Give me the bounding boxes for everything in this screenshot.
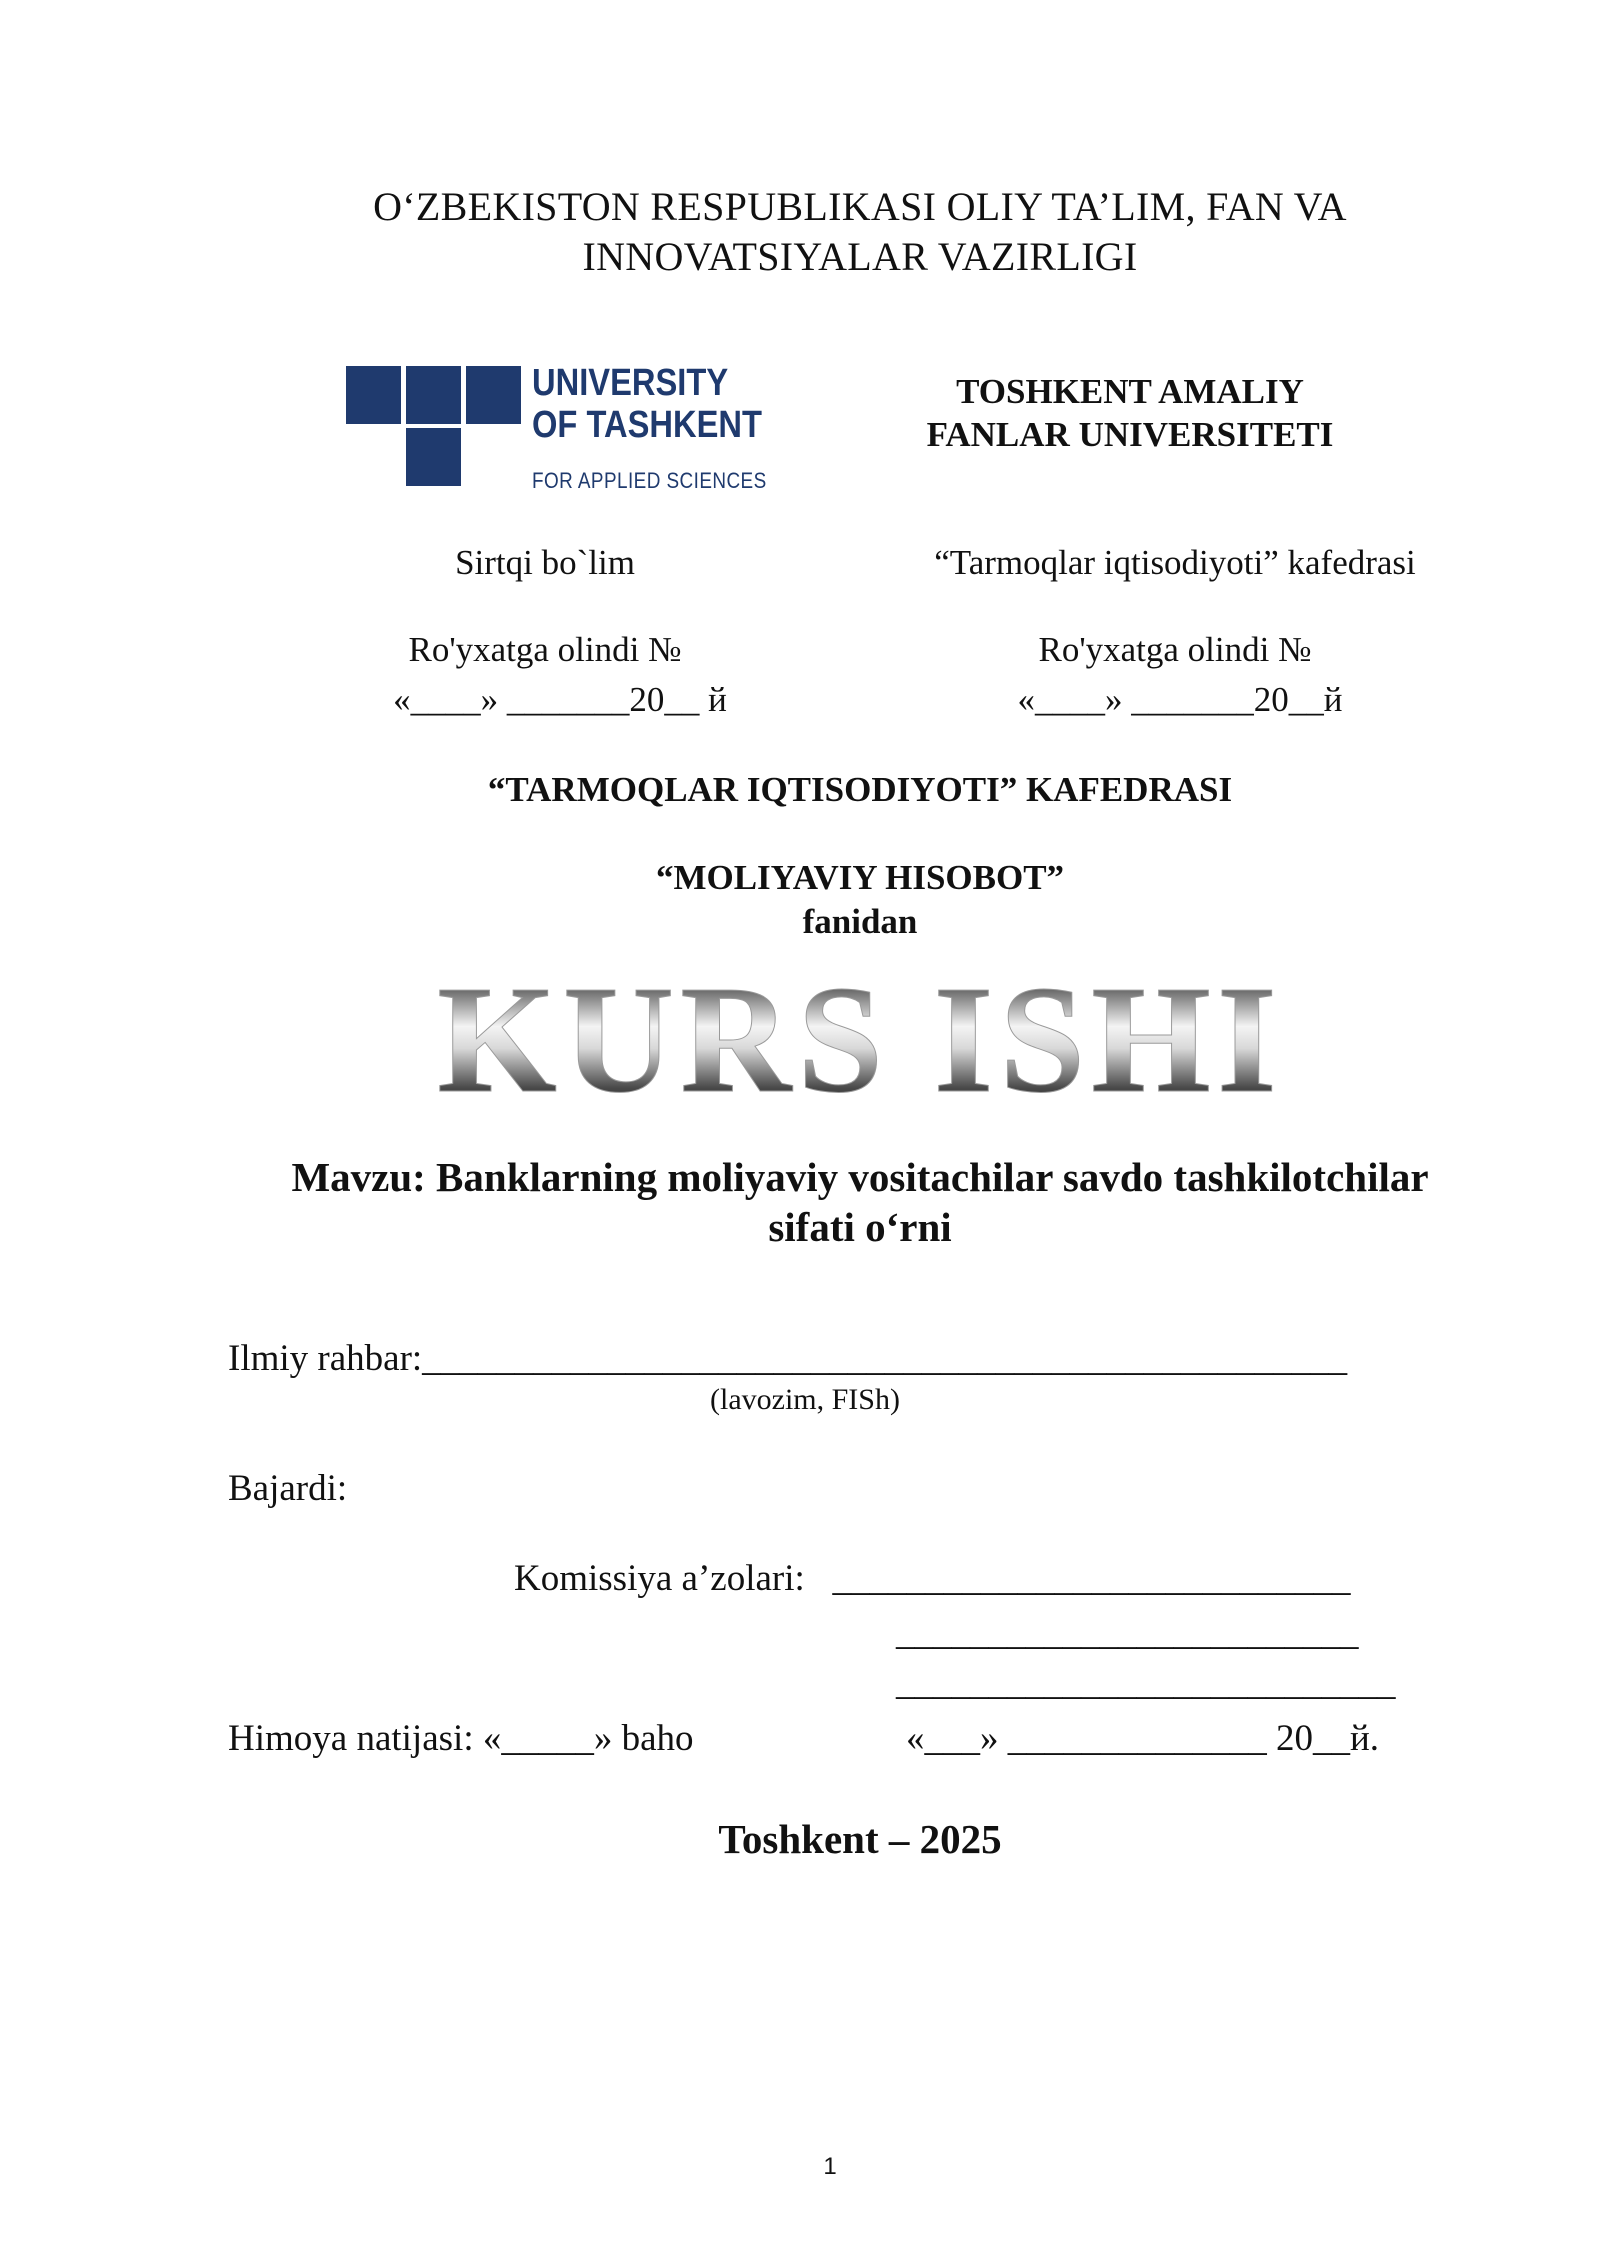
topic-line-2: sifati o‘rni — [768, 1204, 952, 1250]
subject-heading — [200, 856, 1520, 944]
title-wordart — [200, 945, 1520, 1125]
department-left: Sirtqi bo`lim — [455, 543, 635, 582]
commission-line-2: _________________________ — [896, 1612, 1359, 1653]
registration-label-right: Ro'yxatga olindi № — [1038, 630, 1312, 669]
supervisor-field: Ilmiy rahbar:__________________________________________________ — [228, 1338, 1348, 1379]
subject-name: “MOLIYAVIY HISOBOT” — [655, 858, 1065, 897]
title-block — [200, 945, 1520, 1125]
defense-result: Himoya natijasi: «_____» baho — [228, 1718, 694, 1759]
registration-date-left-text: «____» _______20__ й — [393, 680, 727, 719]
ministry-header — [200, 182, 1520, 282]
ministry-line-1: O‘ZBEKISTON RESPUBLIKASI OLIY TA’LIM, FAN VA — [373, 184, 1347, 229]
logo-text-of-tashkent: OF TASHKENT — [532, 404, 762, 446]
logo-square-2 — [406, 366, 461, 424]
city-year: Toshkent – 2025 — [718, 1816, 1002, 1862]
performed-by-label: Bajardi: — [228, 1468, 348, 1509]
commission-field: Komissiya a’zolari: ____________________________ — [514, 1558, 1351, 1599]
topic-line-1: Mavzu: Banklarning moliyaviy vositachilar savdo tashkilotchilar — [291, 1154, 1429, 1200]
registration-label-left: Ro'yxatga olindi № — [408, 630, 682, 669]
logo-square-1 — [346, 366, 401, 424]
university-name-line-1: TOSHKENT AMALIY — [956, 372, 1304, 411]
registration-date-right-text: «____» _______20__й — [1017, 680, 1343, 719]
university-name — [880, 370, 1380, 456]
supervisor-hint: (lavozim, FISh) — [710, 1383, 900, 1416]
page-number: 1 — [823, 2153, 837, 2180]
commission-line-3: ___________________________ — [896, 1662, 1396, 1703]
defense-date: «___» ______________ 20__й. — [906, 1718, 1380, 1759]
logo-square-3 — [466, 366, 521, 424]
logo-square-4 — [406, 428, 461, 486]
subject-suffix: fanidan — [802, 902, 918, 941]
department-right: “Tarmoqlar iqtisodiyoti” kafedrasi — [934, 543, 1416, 582]
registration-date-right — [960, 678, 1400, 722]
logo-text-applied-sciences: FOR APPLIED SCIENCES — [532, 468, 767, 493]
university-logo — [346, 362, 766, 502]
topic — [200, 1152, 1520, 1252]
title-text: KURS ISHI — [437, 955, 1283, 1125]
ministry-line-2: INNOVATSIYALAR VAZIRLIGI — [582, 234, 1138, 279]
university-name-line-2: FANLAR UNIVERSITETI — [926, 415, 1334, 454]
registration-date-left — [340, 678, 780, 722]
kafedra-heading: “TARMOQLAR IQTISODIYOTI” KAFEDRASI — [487, 770, 1233, 809]
logo-text-university: UNIVERSITY — [532, 362, 729, 404]
